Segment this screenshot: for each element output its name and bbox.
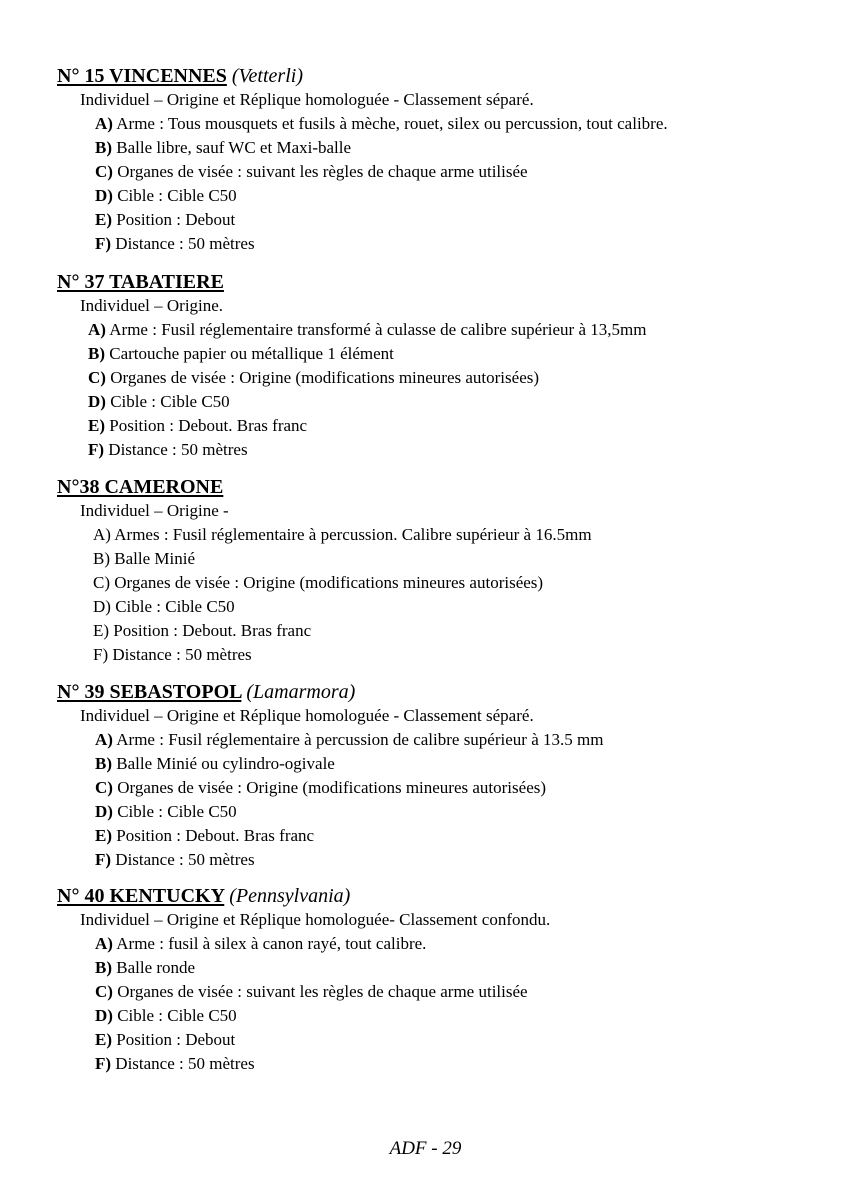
rule-text: Arme : Tous mousquets et fusils à mèche, rouet, silex ou percussion, tout calibre. — [112, 114, 668, 133]
rule-text: Cartouche papier ou métallique 1 élément — [105, 344, 394, 363]
rule-text: Organes de visée : Origine (modifications mineures autorisées) — [110, 573, 544, 592]
rule-text: Arme : Fusil réglementaire à percussion de calibre supérieur à 13.5 mm — [112, 730, 604, 749]
rule-key: C) — [93, 573, 110, 592]
rule-item — [88, 392, 646, 416]
rule-text: Cible : Cible C50 — [105, 392, 230, 411]
section-title — [57, 270, 224, 294]
rule-list — [88, 320, 646, 464]
rule-key: F) — [95, 234, 112, 253]
section-title — [57, 884, 350, 908]
rule-text: Distance : 50 mètres — [111, 1054, 255, 1073]
rule-list — [95, 730, 603, 874]
rule-key: B) — [88, 344, 105, 363]
rule-item — [95, 754, 603, 778]
rule-item — [95, 186, 668, 210]
rule-key: A) — [93, 525, 111, 544]
rule-item — [95, 1030, 528, 1054]
rule-item — [95, 850, 603, 874]
rule-key: A) — [95, 730, 113, 749]
section-title — [57, 64, 303, 88]
rule-item — [95, 730, 603, 754]
rule-item — [93, 525, 592, 549]
section-heading: N° 15 VINCENNES — [57, 65, 227, 87]
rule-item — [88, 344, 646, 368]
rule-item — [95, 1006, 528, 1030]
section-intro: Individuel – Origine - — [80, 501, 229, 520]
rule-key: D) — [93, 597, 111, 616]
rule-item — [93, 573, 592, 597]
rule-text: Balle Minié ou cylindro-ogivale — [112, 754, 335, 773]
rule-key: C) — [95, 778, 113, 797]
section-intro: Individuel – Origine et Réplique homologuée - Classement séparé. — [80, 706, 534, 725]
rule-item — [95, 162, 668, 186]
rule-key: F) — [88, 440, 105, 459]
rule-item — [95, 114, 668, 138]
rule-item — [95, 1054, 528, 1078]
rule-text: Distance : 50 mètres — [104, 440, 248, 459]
rule-key: A) — [95, 114, 113, 133]
rule-key: E) — [95, 210, 112, 229]
rule-key: F) — [93, 645, 109, 664]
rule-key: C) — [95, 162, 113, 181]
section-heading: N° 37 TABATIERE — [57, 271, 224, 293]
rule-text: Arme : Fusil réglementaire transformé à culasse de calibre supérieur à 13,5mm — [105, 320, 647, 339]
rule-key: B) — [95, 754, 112, 773]
rule-key: E) — [93, 621, 110, 640]
rule-key: D) — [95, 802, 113, 821]
rule-key: E) — [88, 416, 105, 435]
section-subtitle: (Pennsylvania) — [229, 885, 351, 907]
rule-item — [93, 645, 592, 669]
rule-key: F) — [95, 850, 112, 869]
rule-key: D) — [95, 186, 113, 205]
rule-item — [93, 549, 592, 573]
rule-item — [95, 826, 603, 850]
rule-text: Position : Debout — [112, 1030, 236, 1049]
rule-item — [95, 934, 528, 958]
rule-text: Balle libre, sauf WC et Maxi-balle — [112, 138, 352, 157]
rule-item — [95, 210, 668, 234]
rule-text: Armes : Fusil réglementaire à percussion. Calibre supérieur à 16.5mm — [110, 525, 592, 544]
rule-item — [93, 597, 592, 621]
rule-text: Position : Debout — [112, 210, 236, 229]
rule-item — [88, 440, 646, 464]
rule-item — [93, 621, 592, 645]
rule-text: Organes de visée : Origine (modifications mineures autorisées) — [112, 778, 547, 797]
rule-key: C) — [88, 368, 106, 387]
rule-text: Distance : 50 mètres — [111, 234, 255, 253]
rule-key: F) — [95, 1054, 112, 1073]
rule-text: Distance : 50 mètres — [108, 645, 252, 664]
section-heading: N° 40 KENTUCKY — [57, 885, 225, 907]
section-title — [57, 475, 223, 499]
rule-text: Organes de visée : suivant les règles de chaque arme utilisée — [112, 162, 528, 181]
rule-text: Balle ronde — [112, 958, 196, 977]
section-subtitle: (Lamarmora) — [246, 681, 356, 703]
rule-key: E) — [95, 826, 112, 845]
rule-item — [88, 320, 646, 344]
rule-key: B) — [95, 958, 112, 977]
rule-text: Position : Debout. Bras franc — [105, 416, 308, 435]
rule-item — [88, 368, 646, 392]
rule-text: Cible : Cible C50 — [112, 1006, 237, 1025]
rule-item — [95, 958, 528, 982]
rule-key: D) — [95, 1006, 113, 1025]
rule-text: Position : Debout. Bras franc — [112, 826, 315, 845]
section-intro: Individuel – Origine. — [80, 296, 224, 315]
rule-key: A) — [95, 934, 113, 953]
section-subtitle: (Vetterli) — [231, 65, 303, 87]
rule-key: B) — [95, 138, 112, 157]
rule-key: C) — [95, 982, 113, 1001]
rule-item — [95, 802, 603, 826]
rule-key: B) — [93, 549, 110, 568]
rule-key: E) — [95, 1030, 112, 1049]
rule-item — [88, 416, 646, 440]
rule-text: Cible : Cible C50 — [110, 597, 235, 616]
section-intro: Individuel – Origine et Réplique homologuée- Classement confondu. — [80, 910, 551, 929]
rule-text: Organes de visée : Origine (modifications mineures autorisées) — [105, 368, 540, 387]
rule-item — [95, 234, 668, 258]
rule-key: A) — [88, 320, 106, 339]
section-heading: N°38 CAMERONE — [57, 476, 224, 498]
rule-text: Balle Minié — [110, 549, 195, 568]
rule-item — [95, 778, 603, 802]
rule-text: Arme : fusil à silex à canon rayé, tout calibre. — [112, 934, 427, 953]
rule-text: Position : Debout. Bras franc — [109, 621, 312, 640]
rule-text: Cible : Cible C50 — [112, 802, 237, 821]
rule-item — [95, 138, 668, 162]
page-footer: ADF - 29 — [389, 1138, 462, 1159]
rule-list — [95, 114, 668, 258]
section-title — [57, 680, 355, 704]
rule-list — [93, 525, 592, 669]
rule-list — [95, 934, 528, 1078]
rule-key: D) — [88, 392, 106, 411]
rule-item — [95, 982, 528, 1006]
rule-text: Cible : Cible C50 — [112, 186, 237, 205]
rule-text: Organes de visée : suivant les règles de chaque arme utilisée — [112, 982, 528, 1001]
rule-text: Distance : 50 mètres — [111, 850, 255, 869]
section-heading: N° 39 SEBASTOPOL — [57, 681, 242, 703]
section-intro: Individuel – Origine et Réplique homologuée - Classement séparé. — [80, 90, 534, 109]
